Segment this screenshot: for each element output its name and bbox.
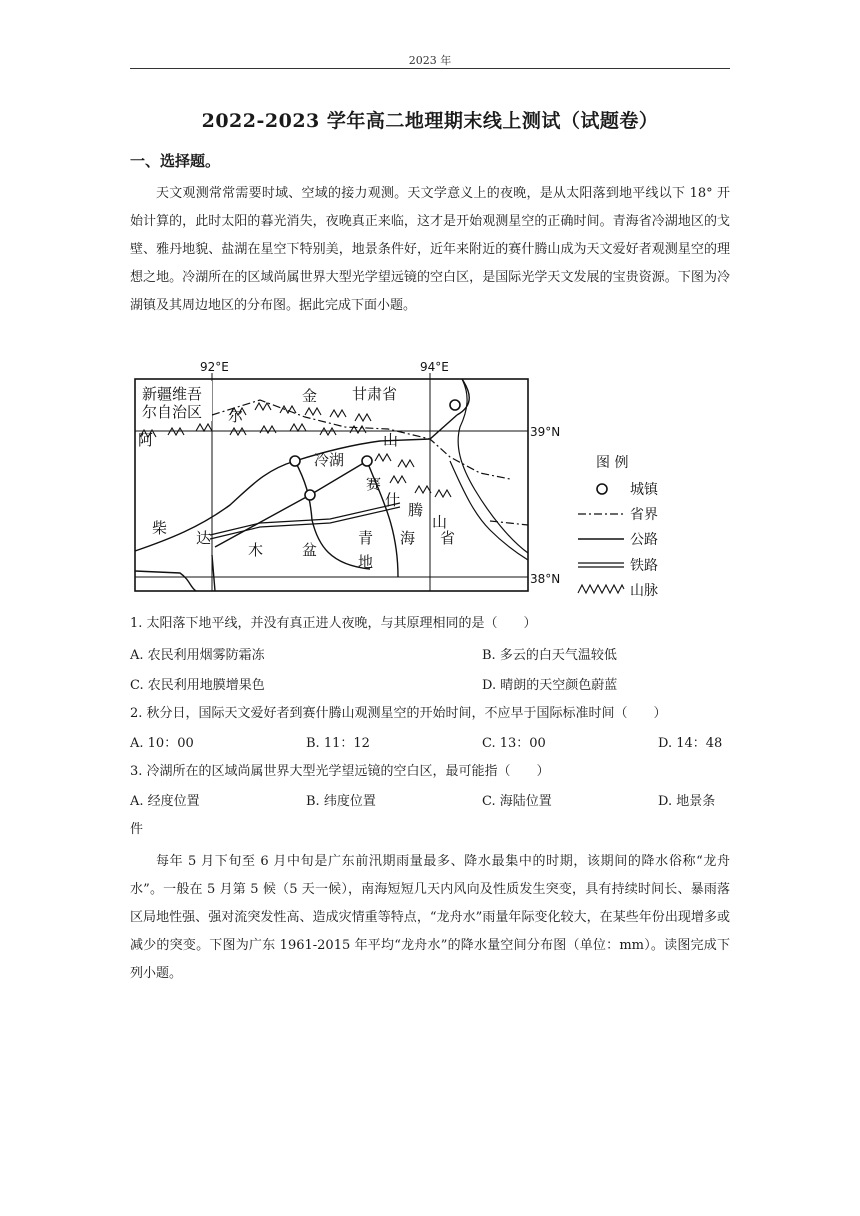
legend-town-symbol — [597, 484, 607, 494]
label-chai: 柴 — [152, 519, 168, 537]
legend-title: 图 例 — [596, 455, 629, 471]
lat-label-38: 38°N — [530, 572, 561, 586]
legend-highway-label: 公路 — [630, 532, 658, 548]
q3-option-c[interactable]: C. 海陆位置 — [482, 794, 552, 809]
lat-label-39: 39°N — [530, 425, 561, 439]
q2-option-a[interactable]: A. 10：00 — [130, 736, 194, 751]
q1-option-b[interactable]: B. 多云的白天气温较低 — [482, 648, 617, 663]
q2-option-c[interactable]: C. 13：00 — [482, 736, 546, 751]
town-lenghu — [290, 456, 300, 466]
map-legend — [578, 455, 659, 599]
passage-2: 每年 5 月下旬至 6 月中旬是广东前汛期雨量最多、降水最集中的时期，该期间的降水俗称“龙舟水”。一般在 5 月第 5 候（5 天一候），南海短短几天内风向及性质发生突变，具有持续时间长、暴雨落区局地性强、强对流突发性高、造成灾情重等特点，“龙舟水”雨量年际变化较大，在某些年份出现增多或减少的突变。下图为广东 1961-2015 年平均“龙舟水”的降水量空间分布图（单位：mm）。读图完成下列小题。 — [130, 854, 730, 981]
label-xinjiang-1: 新疆维吾 — [142, 385, 203, 403]
q1-option-d[interactable]: D. 晴朗的天空颜色蔚蓝 — [482, 678, 618, 693]
label-hai: 海 — [400, 529, 416, 547]
q1-option-c[interactable]: C. 农民利用地膜增果色 — [130, 678, 265, 693]
town-east — [362, 456, 372, 466]
label-qing: 青 — [358, 529, 374, 547]
label-lenghu: 冷湖 — [314, 451, 345, 469]
section-heading: 一、选择题。 — [130, 152, 221, 170]
label-xinjiang-2: 尔自治区 — [142, 403, 203, 421]
map-figure — [130, 355, 670, 600]
label-sai: 赛 — [366, 475, 382, 493]
province-boundary-2 — [490, 521, 528, 525]
q3-option-a[interactable]: A. 经度位置 — [130, 794, 200, 809]
highway-4 — [215, 461, 367, 547]
label-shan-2: 山 — [432, 513, 448, 531]
legend-mountain-label: 山脉 — [630, 583, 658, 599]
road-sw — [135, 571, 196, 591]
label-jin: 金 — [302, 387, 318, 405]
q3-option-d-continued: 件 — [130, 822, 144, 837]
page-title: 2022-2023 学年高二地理期末线上测试（试题卷） — [201, 110, 659, 132]
label-shi: 什 — [385, 491, 401, 509]
q2-option-b[interactable]: B. 11：12 — [306, 736, 370, 751]
label-sheng: 省 — [440, 529, 456, 547]
label-da: 达 — [196, 529, 212, 547]
passage-1: 天文观测常常需要时域、空域的接力观测。天文学意义上的夜晚，是从太阳落到地平线以下 18° 开始计算的，此时太阳的暮光消失，夜晚真正来临，这才是开始观测星空的正确时间。青海省冷湖地区的戈壁、雅丹地貌、盐湖在星空下特别美，地景条件好，近年来附近的赛什腾山成为天文爱好者观测星空的理想之地。冷湖所在的区域尚属世界大型光学望远镜的空白区，是国际光学天文发展的宝贵资源。下图为冷湖镇及其周边地区的分布图。据此完成下面小题。 — [130, 186, 730, 313]
q3-option-b[interactable]: B. 纬度位置 — [306, 794, 376, 809]
label-di: 地 — [358, 553, 374, 571]
label-a: 阿 — [138, 431, 154, 449]
legend-boundary-label: 省界 — [630, 507, 658, 523]
header-divider — [130, 68, 730, 69]
label-teng: 腾 — [408, 501, 424, 519]
legend-mountain-symbol — [578, 585, 624, 593]
question-2-stem: 2. 秋分日，国际天文爱好者到赛什腾山观测星空的开始时间，不应早于国际标准时间（ ） — [130, 706, 667, 721]
q1-option-a[interactable]: A. 农民利用烟雾防霜冻 — [130, 648, 265, 663]
railway-east — [458, 379, 528, 553]
town-gansu — [450, 400, 460, 410]
header-text: 2023 年 — [408, 54, 452, 67]
q3-option-d[interactable]: D. 地景条 — [658, 794, 716, 809]
map-svg — [130, 355, 670, 600]
lon-label-92: 92°E — [200, 360, 229, 374]
question-1-stem: 1. 太阳落下地平线，并没有真正进人夜晚，与其原理相同的是（ ） — [130, 616, 537, 631]
label-pen: 盆 — [302, 541, 318, 559]
label-er: 尔 — [228, 407, 244, 425]
label-gansu: 甘肃省 — [352, 385, 398, 403]
lon-label-94: 94°E — [420, 360, 449, 374]
question-3-stem: 3. 冷湖所在的区域尚属世界大型光学望远镜的空白区，最可能指（ ） — [130, 764, 550, 779]
label-shan: 山 — [383, 431, 399, 449]
label-mu: 木 — [248, 541, 264, 559]
legend-town-label: 城镇 — [630, 482, 658, 498]
q2-option-d[interactable]: D. 14：48 — [658, 736, 723, 751]
legend-railway-label: 铁路 — [630, 558, 658, 574]
town-south — [305, 490, 315, 500]
